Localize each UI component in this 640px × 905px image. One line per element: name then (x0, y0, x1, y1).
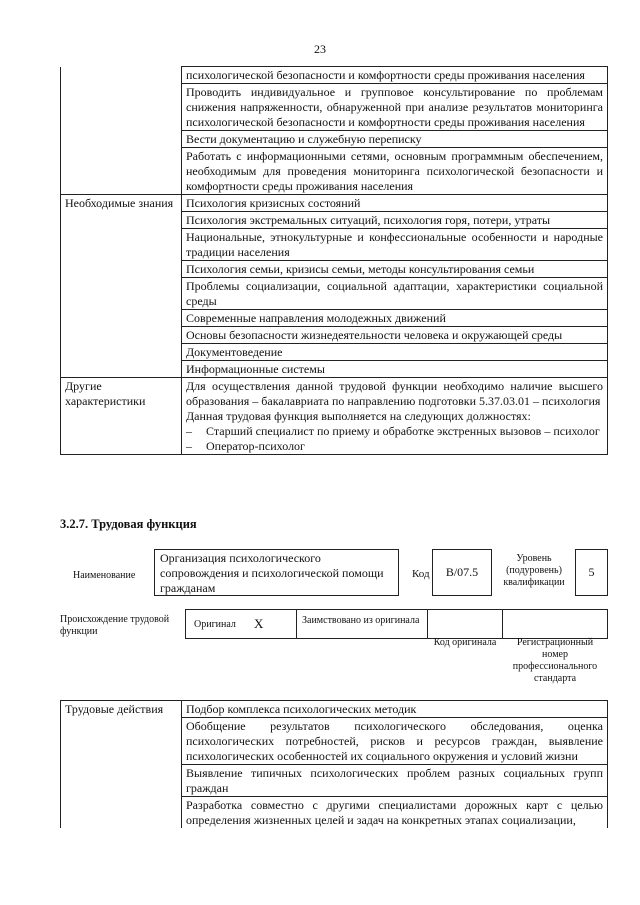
original-mark: X (254, 616, 264, 631)
reg-number-label: Регистрационный номер профессионального стандарта (512, 637, 598, 684)
origin-code-label: Код оригинала (433, 637, 497, 648)
knowledge-row: Документоведение (182, 344, 608, 361)
knowledge-row: Психология кризисных состояний (182, 195, 608, 212)
labor-action-row: Разработка совместно с другими специалистами дорожных карт с целью определения жизненных целей и задач на конкретных этапах социализации, (182, 797, 608, 829)
labor-actions-table (60, 700, 608, 828)
borrowed-label: Заимствовано из оригинала (302, 615, 420, 626)
other-cell (182, 378, 608, 455)
knowledge-row: Основы безопасности жизнедеятельности человека и окружающей среды (182, 327, 608, 344)
knowledge-row: Информационные системы (182, 361, 608, 378)
level-value: 5 (588, 565, 595, 579)
borrowed-box (296, 609, 428, 639)
position-text: Старший специалист по приему и обработке экстренных вызовов – психолог (206, 424, 600, 438)
code-value-box (432, 549, 492, 596)
origin-label: Происхождение трудовой функции (60, 614, 170, 637)
original-box (185, 609, 297, 639)
top-table (60, 66, 608, 455)
code-value: B/07.5 (445, 565, 479, 579)
labor-action-row: Подбор комплекса психологических методик (182, 701, 608, 718)
reg-number-box (502, 609, 608, 639)
skills-label-cell (61, 67, 182, 195)
skill-row: Проводить индивидуальное и групповое консультирование по проблемам снижения напряженности, обнаруженной при анализе результатов мониторинга психологической безопасности и комфортности среды проживания населения (182, 84, 608, 131)
name-label: Наименование (73, 570, 136, 581)
skill-row: психологической безопасности и комфортности среды проживания населения (182, 67, 608, 84)
dash-bullet: – (186, 439, 192, 453)
origin-code-box (427, 609, 503, 639)
dash-bullet: – (186, 424, 192, 438)
position-item (186, 424, 603, 439)
knowledge-row: Современные направления молодежных движений (182, 310, 608, 327)
labor-action-row: Обобщение результатов психологического обследования, оценка психологических потребностей, рисков и ресурсов граждан, выявление психологических особенностей их социального окружения и условий жизни (182, 718, 608, 765)
position-text: Оператор-психолог (206, 439, 305, 453)
level-label: Уровень (подуровень) квалификации (503, 553, 565, 588)
knowledge-row: Национальные, этнокультурные и конфессиональные особенности и народные традиции населения (182, 229, 608, 261)
position-item (186, 439, 603, 454)
level-value-box (575, 549, 608, 596)
positions-intro: Данная трудовая функция выполняется на следующих должностях: (186, 409, 531, 423)
original-label: Оригинал (194, 619, 236, 630)
skill-row: Работать с информационными сетями, основным программным обеспечением, необходимым для проведения мониторинга психологической безопасности и комфортности среды проживания населения (182, 148, 608, 195)
knowledge-row: Психология семьи, кризисы семьи, методы консультирования семьи (182, 261, 608, 278)
knowledge-row: Психология экстремальных ситуаций, психология горя, потери, утраты (182, 212, 608, 229)
labor-action-row: Выявление типичных психологических проблем разных социальных групп граждан (182, 765, 608, 797)
knowledge-row: Проблемы социализации, социальной адаптации, характеристики социальной среды (182, 278, 608, 310)
section-title: 3.2.7. Трудовая функция (60, 517, 197, 531)
knowledge-label: Необходимые знания (61, 195, 182, 378)
education-requirement: Для осуществления данной трудовой функции необходимо наличие высшего образования – бакалавриата по направлению подготовки 5.37.03.01 – психология (186, 379, 603, 408)
other-label: Другие характеристики (61, 378, 182, 455)
code-label: Код (412, 568, 430, 580)
function-name: Организация психологического сопровождения и психологической помощи гражданам (160, 551, 384, 595)
labor-actions-label: Трудовые действия (61, 701, 182, 829)
skill-row: Вести документацию и служебную переписку (182, 131, 608, 148)
name-value-box (154, 549, 399, 596)
page-number: 23 (314, 42, 326, 56)
